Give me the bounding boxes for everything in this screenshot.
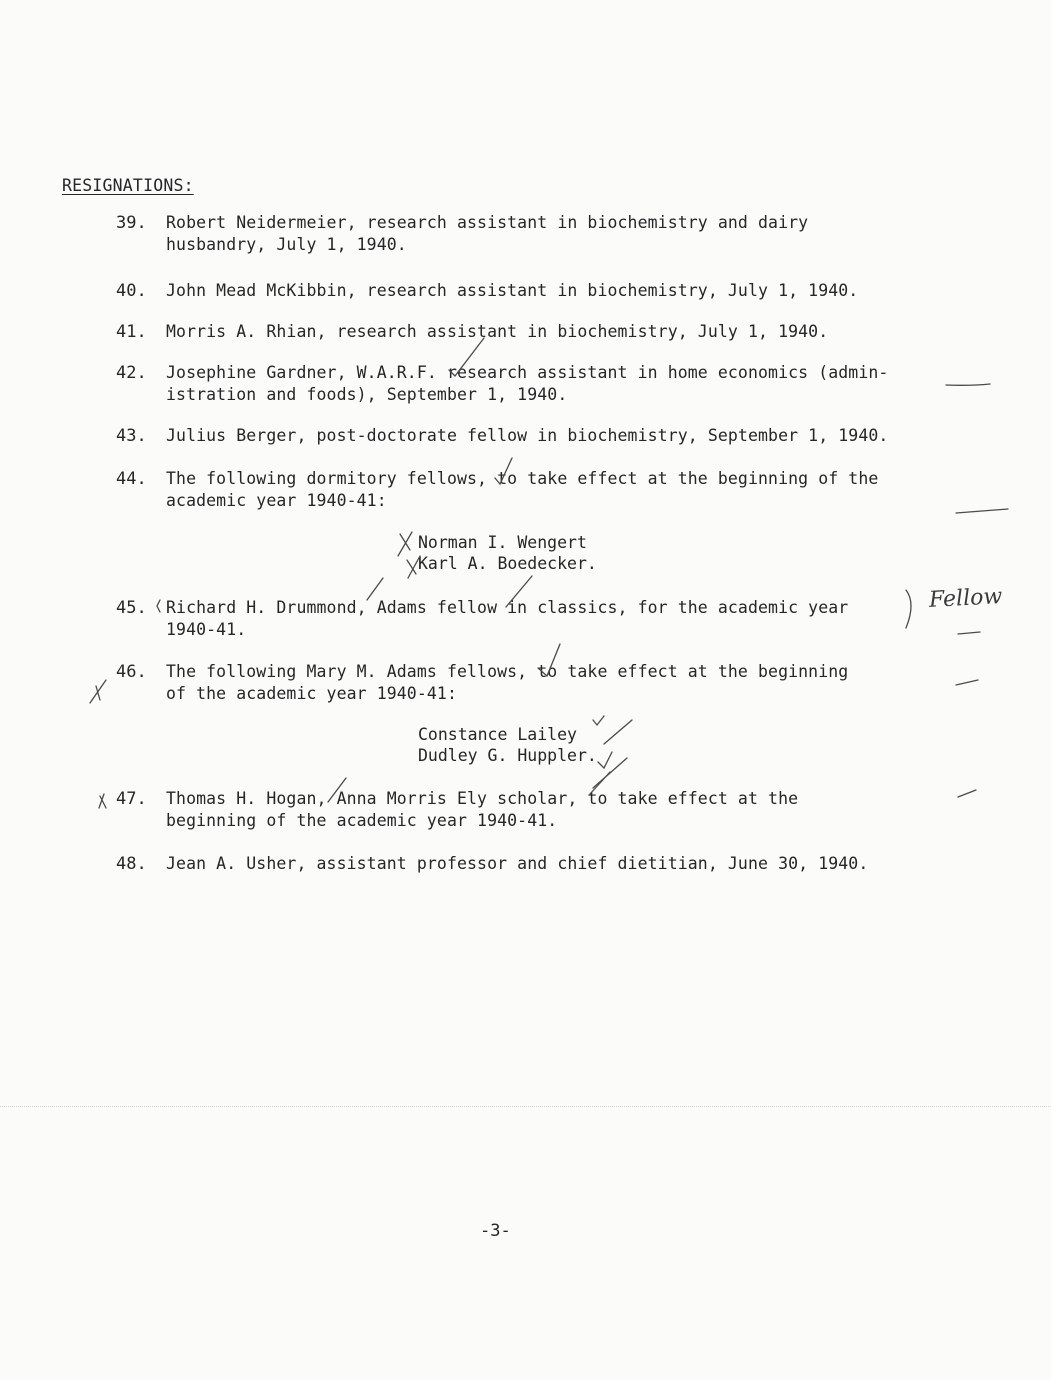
- item-text: [166, 788, 956, 832]
- tick-45: [157, 600, 160, 612]
- fellow-name: Karl A. Boedecker.: [418, 554, 597, 573]
- item-text-line: academic year 1940-41:: [166, 491, 387, 510]
- item-number: 47.: [116, 789, 147, 809]
- check-mark-huppler-b: [593, 758, 627, 788]
- item-text: [166, 853, 956, 875]
- item-text: [166, 362, 956, 406]
- x-mark-wengert: [398, 532, 412, 556]
- item-text: [166, 661, 956, 705]
- margin-dash-47: [958, 790, 976, 797]
- item-text: [166, 321, 956, 343]
- margin-dash-45: [958, 632, 980, 634]
- item-text: [166, 425, 956, 447]
- item-number: 43.: [116, 426, 147, 446]
- fellow-name: Norman I. Wengert: [418, 533, 587, 552]
- check-mark-lailey-b: [604, 720, 632, 744]
- item-text: [166, 597, 956, 641]
- check-mark-huppler: [598, 752, 612, 768]
- item-text-line: Morris A. Rhian, research assistant in biochemistry, July 1, 1940.: [166, 322, 829, 341]
- item-number: 46.: [116, 662, 147, 682]
- page-number: -3-: [480, 1221, 511, 1241]
- item-text-line: John Mead McKibbin, research assistant in biochemistry, July 1, 1940.: [166, 281, 859, 300]
- x-mark-47-margin: [99, 794, 106, 808]
- item-text-line: Thomas H. Hogan, Anna Morris Ely scholar, to take effect at the: [166, 789, 799, 808]
- item-text-line: istration and foods), September 1, 1940.: [166, 385, 568, 404]
- item-text-line: Richard H. Drummond, Adams fellow in classics, for the academic year: [166, 598, 849, 617]
- fellow-names: [418, 532, 597, 574]
- fellow-name: Constance Lailey: [418, 725, 577, 744]
- item-number: 45.: [116, 598, 147, 618]
- item-number: 40.: [116, 281, 147, 301]
- item-text-line: Josephine Gardner, W.A.R.F. research assistant in home economics (admin-: [166, 363, 889, 382]
- item-text-line: Robert Neidermeier, research assistant in biochemistry and dairy: [166, 213, 809, 232]
- item-text: [166, 468, 956, 512]
- item-text-line: beginning of the academic year 1940-41.: [166, 811, 558, 830]
- fellow-name: Dudley G. Huppler.: [418, 746, 597, 765]
- page-fold-line: [0, 1106, 1051, 1108]
- item-text-line: husbandry, July 1, 1940.: [166, 235, 407, 254]
- item-number: 41.: [116, 322, 147, 342]
- fellow-names: [418, 724, 597, 766]
- margin-dash-46: [956, 680, 978, 685]
- item-number: 42.: [116, 363, 147, 383]
- item-text-line: 1940-41.: [166, 620, 247, 639]
- margin-dash-44: [956, 509, 1008, 513]
- item-text-line: of the academic year 1940-41:: [166, 684, 457, 703]
- item-text-line: The following dormitory fellows, to take effect at the beginning of the: [166, 469, 879, 488]
- item-text-line: Jean A. Usher, assistant professor and chief dietitian, June 30, 1940.: [166, 854, 869, 873]
- x-mark-46-margin: [90, 680, 106, 703]
- item-number: 48.: [116, 854, 147, 874]
- item-number: 44.: [116, 469, 147, 489]
- item-text-line: Julius Berger, post-doctorate fellow in biochemistry, September 1, 1940.: [166, 426, 889, 445]
- item-number: 39.: [116, 213, 147, 233]
- item-text: [166, 212, 956, 256]
- handwritten-margin-note: Fellow: [928, 584, 1003, 613]
- item-text: [166, 280, 956, 302]
- item-text-line: The following Mary M. Adams fellows, to take effect at the beginning: [166, 662, 849, 681]
- section-heading: RESIGNATIONS:: [62, 176, 194, 195]
